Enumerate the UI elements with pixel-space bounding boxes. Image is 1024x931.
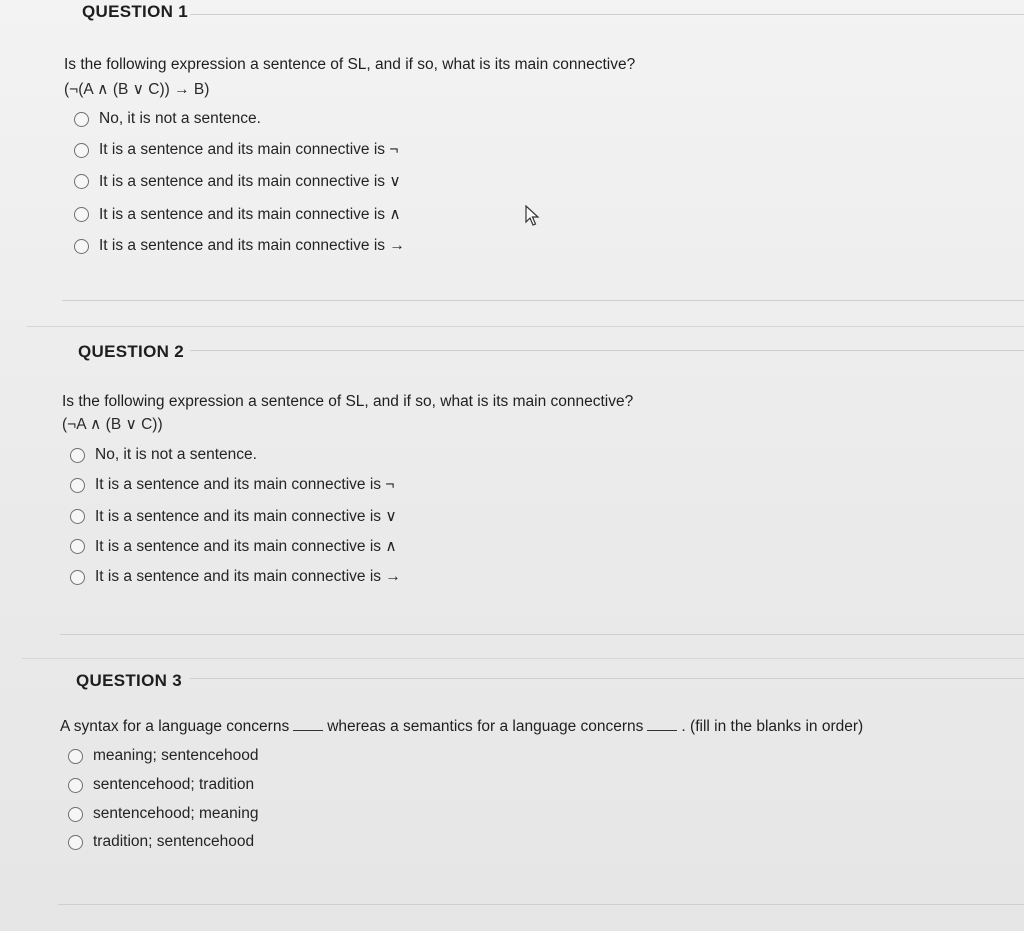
radio-button[interactable] (74, 207, 89, 222)
radio-button[interactable] (74, 143, 89, 158)
question-3-header: QUESTION 3 (76, 671, 182, 690)
option-label: meaning; sentencehood (93, 747, 259, 764)
radio-button[interactable] (70, 478, 85, 493)
blank-1 (293, 718, 323, 731)
question-3-option-2[interactable] (68, 776, 254, 794)
question-2-expression: (¬A ∧ (B ∨ C)) (62, 416, 163, 433)
option-label: sentencehood; meaning (93, 805, 259, 822)
option-label: It is a sentence and its main connective is → (99, 237, 405, 254)
question-2-prompt: Is the following expression a sentence of SL, and if so, what is its main connective? (62, 393, 634, 410)
question-1-bottom-divider (62, 300, 1024, 301)
radio-button[interactable] (70, 509, 85, 524)
question-1-option-4[interactable] (74, 205, 401, 224)
question-3-prompt (60, 718, 863, 736)
option-label: sentencehood; tradition (93, 776, 255, 793)
question-2-top-divider (190, 350, 1024, 351)
radio-button[interactable] (74, 174, 89, 189)
section-separator (22, 658, 1024, 659)
radio-button[interactable] (70, 448, 85, 463)
radio-button[interactable] (70, 539, 85, 554)
question-2-bottom-divider (60, 634, 1024, 635)
question-1-option-2[interactable] (74, 141, 398, 159)
prompt-text-part-2: whereas a semantics for a language concerns (327, 718, 644, 735)
question-3-option-1[interactable] (68, 747, 258, 765)
top-divider (190, 14, 1024, 15)
question-1-option-1[interactable] (74, 110, 261, 128)
question-3-option-4[interactable] (68, 833, 254, 851)
question-1-option-5[interactable] (74, 237, 405, 255)
option-label: It is a sentence and its main connective is ∨ (99, 173, 401, 190)
option-label: No, it is not a sentence. (95, 446, 257, 463)
section-separator (26, 326, 1024, 327)
question-1-expression: (¬(A ∧ (B ∨ C)) → B) (64, 81, 210, 98)
option-label: It is a sentence and its main connective is ∧ (99, 206, 401, 223)
radio-button[interactable] (68, 807, 83, 822)
radio-button[interactable] (68, 835, 83, 850)
prompt-text-part-3: . (fill in the blanks in order) (681, 718, 864, 735)
mouse-pointer-icon (524, 205, 540, 227)
radio-button[interactable] (68, 778, 83, 793)
radio-button[interactable] (74, 239, 89, 254)
question-2-option-1[interactable] (70, 446, 257, 464)
question-1-header: QUESTION 1 (82, 2, 188, 21)
option-label: tradition; sentencehood (93, 833, 255, 850)
prompt-text-part-1: A syntax for a language concerns (60, 718, 290, 735)
question-1-prompt: Is the following expression a sentence of SL, and if so, what is its main connective? (64, 56, 636, 73)
radio-button[interactable] (68, 749, 83, 764)
question-3-top-divider (190, 678, 1024, 679)
question-3-option-3[interactable] (68, 805, 258, 823)
radio-button[interactable] (70, 570, 85, 585)
option-label: It is a sentence and its main connective is ∧ (95, 538, 397, 555)
option-label: It is a sentence and its main connective is ∨ (95, 508, 397, 525)
option-label: It is a sentence and its main connective is ¬ (99, 141, 399, 158)
question-2-option-2[interactable] (70, 476, 394, 494)
question-2-option-5[interactable] (70, 568, 401, 586)
question-1-option-3[interactable] (74, 172, 401, 191)
question-2-header: QUESTION 2 (78, 342, 184, 361)
option-label: It is a sentence and its main connective is → (95, 568, 401, 585)
question-3-bottom-divider (58, 904, 1024, 905)
option-label: No, it is not a sentence. (99, 110, 261, 127)
option-label: It is a sentence and its main connective is ¬ (95, 476, 395, 493)
radio-button[interactable] (74, 112, 89, 127)
question-2-option-3[interactable] (70, 507, 397, 526)
question-2-option-4[interactable] (70, 537, 397, 556)
blank-2 (647, 718, 677, 731)
